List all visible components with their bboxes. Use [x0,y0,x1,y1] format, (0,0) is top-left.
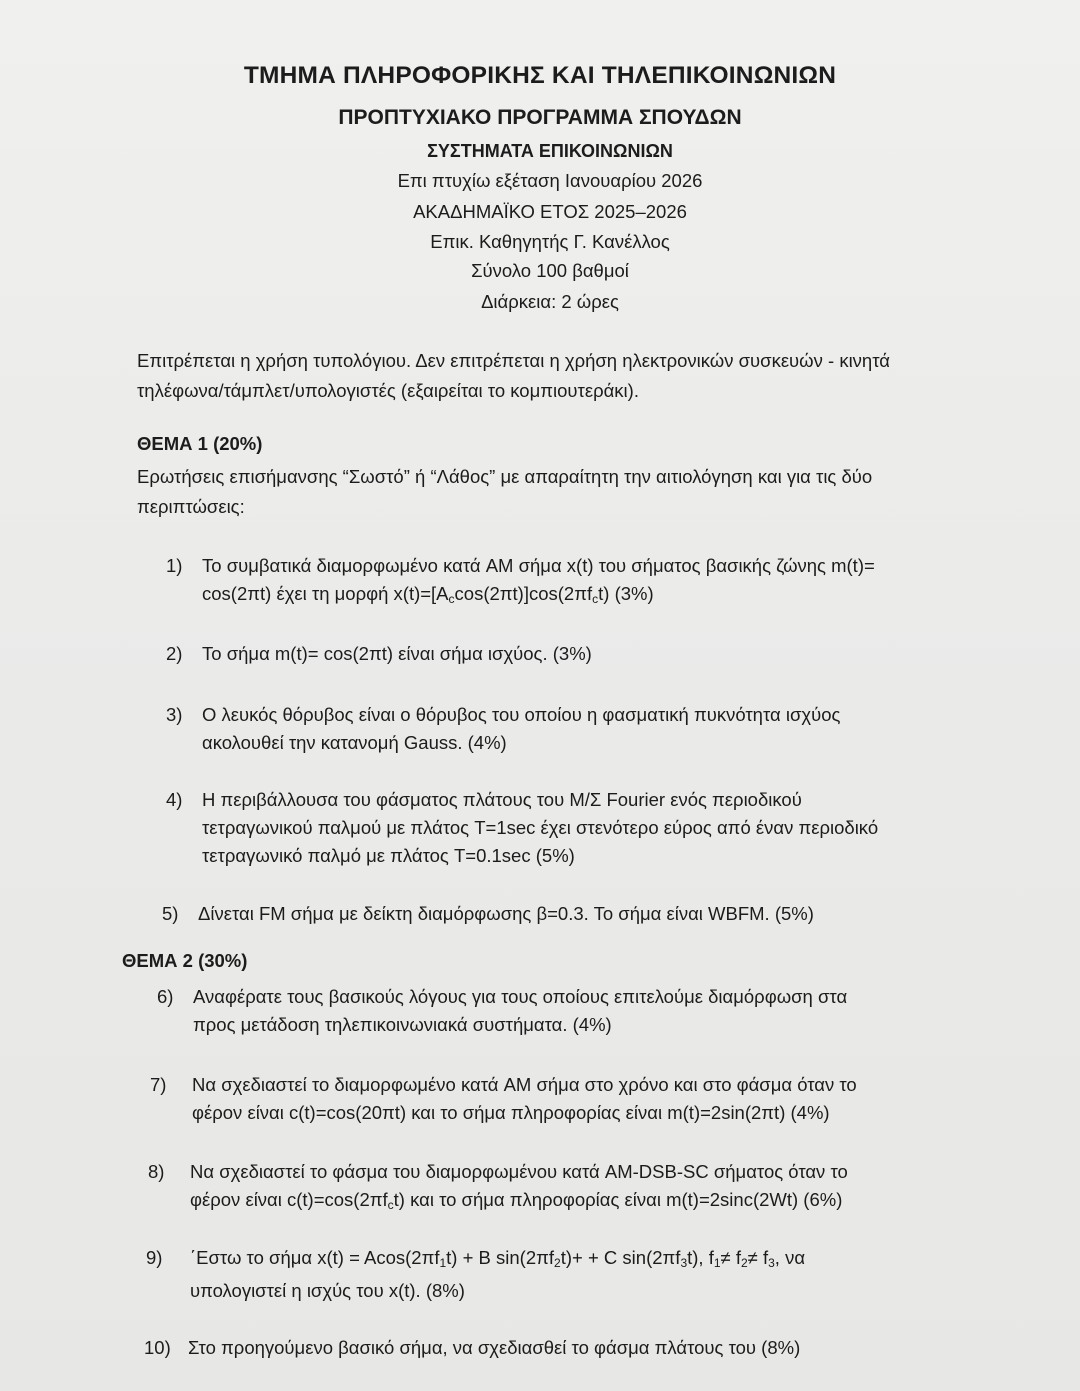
question-line: φέρον είναι c(t)=cos(20πt) και το σήμα πληροφορίας είναι m(t)=2sin(2πt) (4%) [192,1102,830,1123]
theme1-heading: ΘΕΜΑ 1 (20%) [137,433,263,454]
question-line: φέρον είναι $c(t)=\cos(2\pi f_ct)$ και το σήμα πληροφορίας είναι m(t)=2sinc(2Wt) (6%) [190,1189,843,1212]
instructions-line: Επιτρέπεται η χρήση τυπολόγιου. Δεν επιτρέπεται η χρήση ηλεκτρονικών συσκευών - κινητά [137,350,890,371]
question-number: 8) [148,1161,165,1182]
question-line: τετραγωνικού παλμού με πλάτος T=1sec έχει στενότερο εύρος από έναν περιοδικό [202,817,879,838]
instructions [137,346,1017,406]
question-line: Το σήμα m(t)= cos(2πt) είναι σήμα ισχύος. (3%) [202,643,592,664]
question-number: 4) [166,789,183,810]
question-line: Ο λευκός θόρυβος είναι ο θόρυβος του οποίου η φασματική πυκνότητα ισχύος [202,704,841,725]
instructions-line: τηλέφωνα/τάμπλετ/υπολογιστές (εξαιρείται το κομπιουτεράκι). [137,380,639,401]
question-number: 7) [150,1074,167,1095]
course-title: ΣΥΣΤΗΜΑΤΑ ΕΠΙΚΟΙΝΩΝΙΩΝ [427,141,673,161]
question-number: 6) [157,986,174,1007]
question-line: Να σχεδιαστεί το διαμορφωμένο κατά AM σήμα στο χρόνο και στο φάσμα όταν το [192,1074,857,1095]
question-line: Να σχεδιαστεί το φάσμα του διαμορφωμένου κατά AM-DSB-SC σήματος όταν το [190,1161,848,1182]
question-line: τετραγωνικό παλμό με πλάτος T=0.1sec (5%) [202,845,575,866]
question-line: Αναφέρατε τους βασικούς λόγους για τους οποίους επιτελούμε διαμόρφωση στα [193,986,848,1007]
question-number: 2) [166,643,183,664]
theme1-intro [137,462,1037,522]
program-title: ΠΡΟΠΤΥΧΙΑΚΟ ΠΡΟΓΡΑΜΜΑ ΣΠΟΥΔΩΝ [338,106,742,129]
question-line: ακολουθεί την κατανομή Gauss. (4%) [202,732,507,753]
exam-session: Επι πτυχίω εξέταση Ιανουαρίου 2026 [397,170,703,191]
theme2-heading: ΘΕΜΑ 2 (30%) [122,950,248,971]
academic-year: ΑΚΑΔΗΜΑΪΚΟ ΕΤΟΣ 2025–2026 [413,201,687,222]
theme1-intro-line: Ερωτήσεις επισήμανσης “Σωστό” ή “Λάθος” με απαραίτητη την αιτιολόγηση και για τις δύο [137,466,873,487]
department-title: ΤΜΗΜΑ ΠΛΗΡΟΦΟΡΙΚΗΣ ΚΑΙ ΤΗΛΕΠΙΚΟΙΝΩΝΙΩΝ [243,62,837,89]
question-line: Το συμβατικά διαμορφωμένο κατά AM σήμα x(t) του σήματος βασικής ζώνης m(t)= [202,555,875,576]
question-number: 10) [144,1337,171,1358]
question-line: Η περιβάλλουσα του φάσματος πλάτους του Μ/Σ Fourier ενός περιοδικού [202,789,802,810]
total-points: Σύνολο 100 βαθμοί [471,260,629,281]
question-number: 3) [166,704,183,725]
professor-name: Επικ. Καθηγητής Γ. Κανέλλος [430,231,670,252]
question-line: cos(2πt) έχει τη μορφή $x(t)=[A_c\cos(2\pi t)]\cos(2\pi f_ct)$ (3%) [202,583,654,606]
question-line: ΄Εστω το σήμα $x(t) = Acos(2\pi f_1t) + B$ $\sin(2\pi f_2t)+ + C$ $\sin(2\pi f_3t)$, $f_1\ne f_2\ne f_3$, να [190,1247,806,1270]
question-line: Δίνεται FM σήμα με δείκτη διαμόρφωσης β=0.3. Το σήμα είναι WBFM. (5%) [198,903,814,924]
question-number: 1) [166,555,183,576]
question-number: 5) [162,903,179,924]
question-line: Στο προηγούμενο βασικό σήμα, να σχεδιασθεί το φάσμα πλάτους του (8%) [188,1337,801,1358]
question-line: υπολογιστεί η ισχύς του x(t). (8%) [190,1280,465,1301]
question-line: προς μετάδοση τηλεπικοινωνιακά συστήματα. (4%) [193,1014,612,1035]
theme1-intro-line: περιπτώσεις: [137,496,245,517]
exam-duration: Διάρκεια: 2 ώρες [481,291,619,312]
question-number: 9) [146,1247,163,1268]
